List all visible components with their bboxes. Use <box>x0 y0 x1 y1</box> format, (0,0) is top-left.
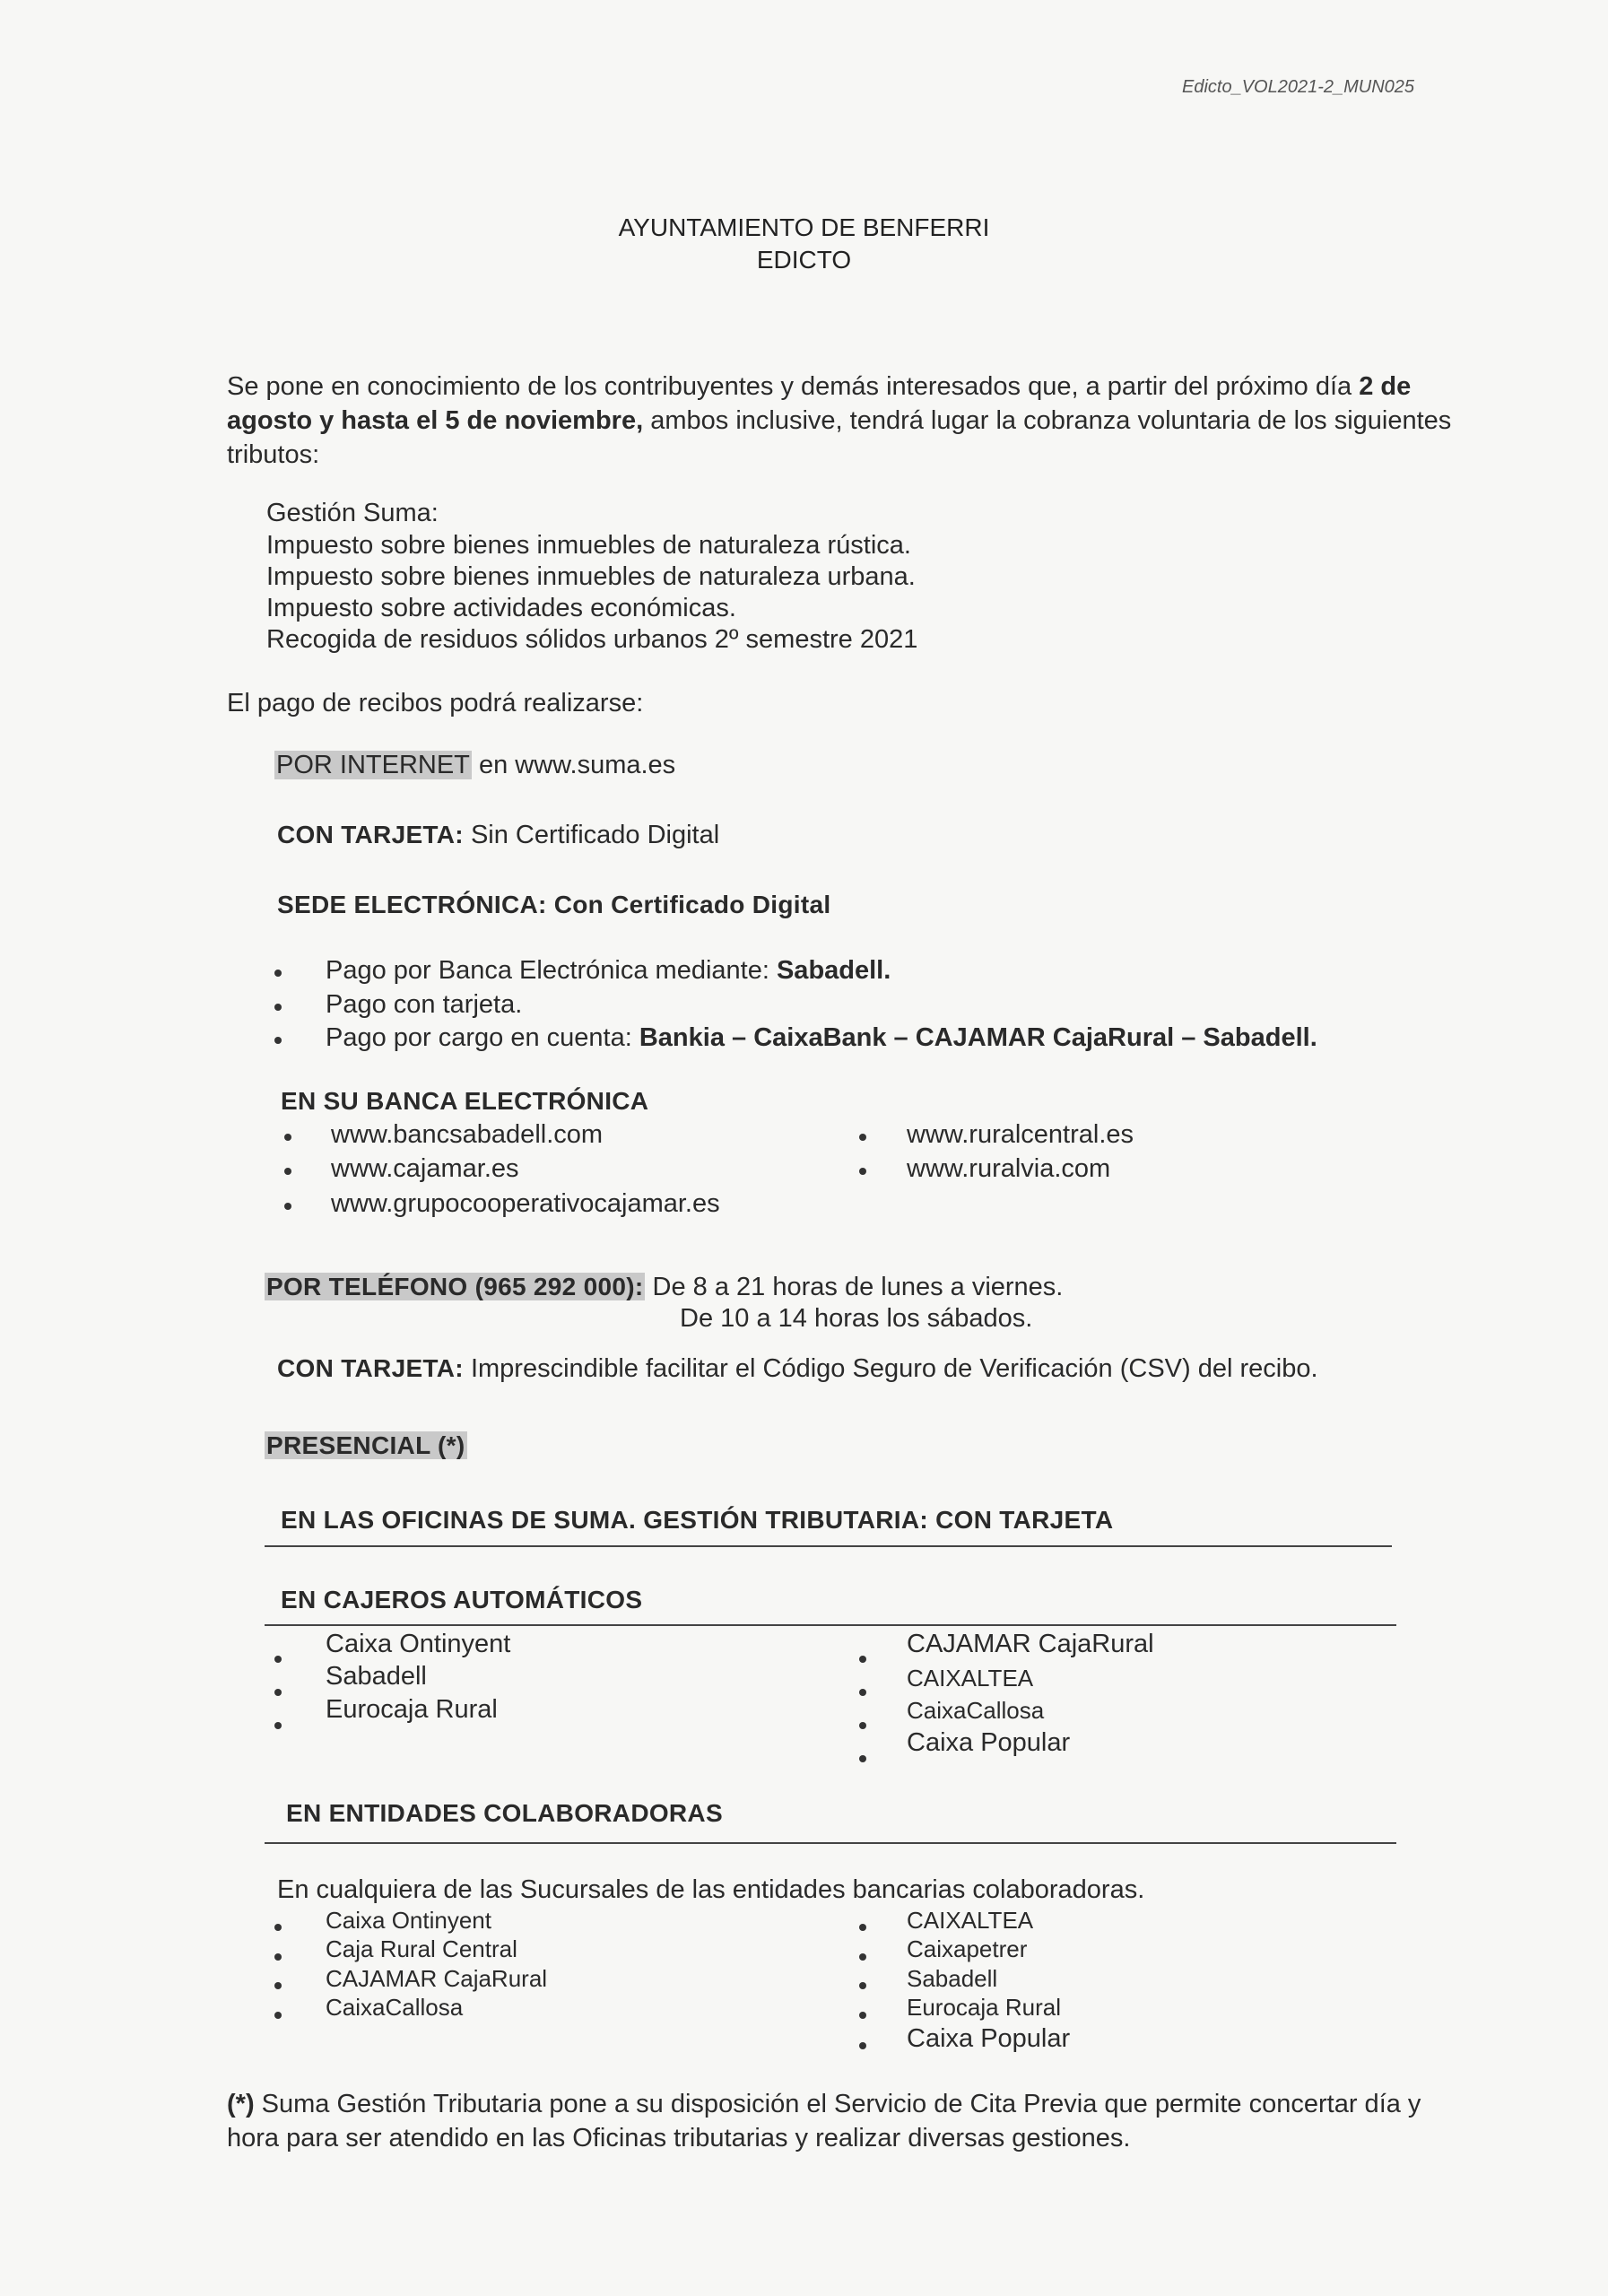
intro-paragraph <box>227 370 1475 472</box>
bullet-icon <box>859 2042 866 2049</box>
tributo-item: Impuesto sobre bienes inmuebles de naturaleza rústica. <box>266 531 911 560</box>
cajero-item: CAJAMAR CajaRural <box>907 1630 1154 1658</box>
telefono-line2: De 10 a 14 horas los sábados. <box>680 1304 1033 1333</box>
internet-item-text: Pago por cargo en cuenta: <box>326 1023 639 1052</box>
entidad-item: Eurocaja Rural <box>907 1994 1061 2021</box>
bullet-icon <box>274 970 282 977</box>
internet-item-text: Pago por Banca Electrónica mediante: <box>326 956 777 985</box>
bullet-icon <box>274 1722 282 1729</box>
bullet-icon <box>859 2012 866 2019</box>
bullet-icon <box>859 1656 866 1663</box>
footnote-text: Suma Gestión Tributaria pone a su disposición el Servicio de Cita Previa que permite concertar día y hora para ser atendido en las Oficinas tributarias y realizar diversas gestiones. <box>227 2090 1421 2152</box>
internet-item <box>326 956 891 986</box>
bullet-icon <box>274 1037 282 1044</box>
banca-link: www.cajamar.es <box>331 1154 519 1183</box>
bullet-icon <box>274 1004 282 1011</box>
bullet-icon <box>859 1982 866 1989</box>
entidad-item: CAIXALTEA <box>907 1907 1034 1934</box>
internet-item <box>326 1023 1317 1053</box>
divider <box>265 1545 1392 1547</box>
document-reference: Edicto_VOL2021-2_MUN025 <box>1182 77 1415 97</box>
internet-tarjeta <box>277 821 719 850</box>
bullet-icon <box>859 1924 866 1931</box>
footnote-mark: (*) <box>227 2090 255 2118</box>
bullet-icon <box>859 1953 866 1961</box>
pago-intro: El pago de recibos podrá realizarse: <box>227 689 644 718</box>
bullet-icon <box>859 1722 866 1729</box>
internet-text: en www.suma.es <box>471 751 676 779</box>
oficinas-heading: EN LAS OFICINAS DE SUMA. GESTIÓN TRIBUTARIA: CON TARJETA <box>281 1506 1114 1534</box>
bullet-icon <box>274 1953 282 1961</box>
telefono-label: POR TELÉFONO (965 292 000): <box>266 1273 644 1300</box>
tributo-item: Gestión Suma: <box>266 499 439 527</box>
tributo-item: Recogida de residuos sólidos urbanos 2º semestre 2021 <box>266 625 918 654</box>
internet-item <box>326 990 522 1020</box>
entidades-heading: EN ENTIDADES COLABORADORAS <box>286 1799 723 1827</box>
banca-link: www.bancsabadell.com <box>331 1120 604 1149</box>
divider <box>265 1624 1396 1626</box>
entidad-item: Caixa Popular <box>907 2024 1071 2053</box>
entidad-item: CaixaCallosa <box>326 1994 464 2021</box>
entidad-item: CAJAMAR CajaRural <box>326 1965 548 1992</box>
entidad-item: Sabadell <box>907 1965 998 1992</box>
telefono-section <box>265 1273 1063 1302</box>
divider <box>265 1842 1396 1844</box>
bullet-icon <box>859 1689 866 1696</box>
bullet-icon <box>274 1982 282 1989</box>
internet-item-bold: Sabadell. <box>776 956 891 985</box>
internet-label: POR INTERNET <box>276 751 470 779</box>
banca-link: www.ruralcentral.es <box>907 1120 1134 1149</box>
cajero-item: CaixaCallosa <box>907 1697 1045 1724</box>
banca-link: www.grupocooperativocajamar.es <box>331 1189 720 1218</box>
internet-tarjeta-label: CON TARJETA: <box>277 821 464 848</box>
telefono-tarjeta-text: Imprescindible facilitar el Código Seguro de Verificación (CSV) del recibo. <box>463 1354 1318 1383</box>
banca-heading: EN SU BANCA ELECTRÓNICA <box>281 1087 649 1115</box>
entidades-intro: En cualquiera de las Sucursales de las entidades bancarias colaboradoras. <box>277 1875 1145 1904</box>
document-title: AYUNTAMIENTO DE BENFERRI <box>618 213 990 241</box>
internet-section <box>274 751 675 780</box>
entidad-item: Caixapetrer <box>907 1935 1028 1962</box>
telefono-tarjeta-label: CON TARJETA: <box>277 1354 464 1382</box>
telefono-tarjeta <box>277 1354 1318 1384</box>
bullet-icon <box>274 1656 282 1663</box>
bullet-icon <box>274 2012 282 2019</box>
internet-tarjeta-text: Sin Certificado Digital <box>463 821 720 849</box>
presencial-section <box>265 1431 467 1461</box>
bullet-icon <box>274 1689 282 1696</box>
bullet-icon <box>859 1168 866 1175</box>
internet-item-text: Pago con tarjeta. <box>326 990 523 1019</box>
telefono-line1: De 8 a 21 horas de lunes a viernes. <box>645 1273 1064 1301</box>
tributo-item: Impuesto sobre bienes inmuebles de naturaleza urbana. <box>266 562 916 591</box>
cajero-item: Caixa Ontinyent <box>326 1630 511 1658</box>
bullet-icon <box>859 1755 866 1762</box>
bullet-icon <box>859 1134 866 1141</box>
tributo-item: Impuesto sobre actividades económicas. <box>266 594 736 622</box>
entidad-item: Caja Rural Central <box>326 1935 517 1962</box>
cajeros-heading: EN CAJEROS AUTOMÁTICOS <box>281 1586 643 1613</box>
cajero-item: Caixa Popular <box>907 1728 1071 1757</box>
internet-item-bold: Bankia – CaixaBank – CAJAMAR CajaRural – Sabadell. <box>639 1023 1317 1052</box>
footnote <box>227 2087 1465 2155</box>
cajero-item: Eurocaja Rural <box>326 1695 498 1724</box>
document-subtitle: EDICTO <box>756 246 852 274</box>
bullet-icon <box>284 1203 291 1210</box>
entidad-item: Caixa Ontinyent <box>326 1907 491 1934</box>
cajero-item: Sabadell <box>326 1662 427 1691</box>
bullet-icon <box>284 1168 291 1175</box>
bullet-icon <box>274 1924 282 1931</box>
banca-link: www.ruralvia.com <box>907 1154 1111 1183</box>
presencial-label: PRESENCIAL (*) <box>266 1431 465 1459</box>
cajero-item: CAIXALTEA <box>907 1665 1034 1692</box>
sede-electronica-label: SEDE ELECTRÓNICA: Con Certificado Digital <box>277 891 831 918</box>
intro-text-2: ambos inclusive, tendrá lugar la cobranza voluntaria de los siguientes tributos: <box>227 406 1452 469</box>
intro-dates: 2 de agosto y hasta el 5 de noviembre, <box>227 372 1412 435</box>
bullet-icon <box>284 1134 291 1141</box>
intro-text-1: Se pone en conocimiento de los contribuyentes y demás interesados que, a partir del próximo día <box>227 372 1360 401</box>
